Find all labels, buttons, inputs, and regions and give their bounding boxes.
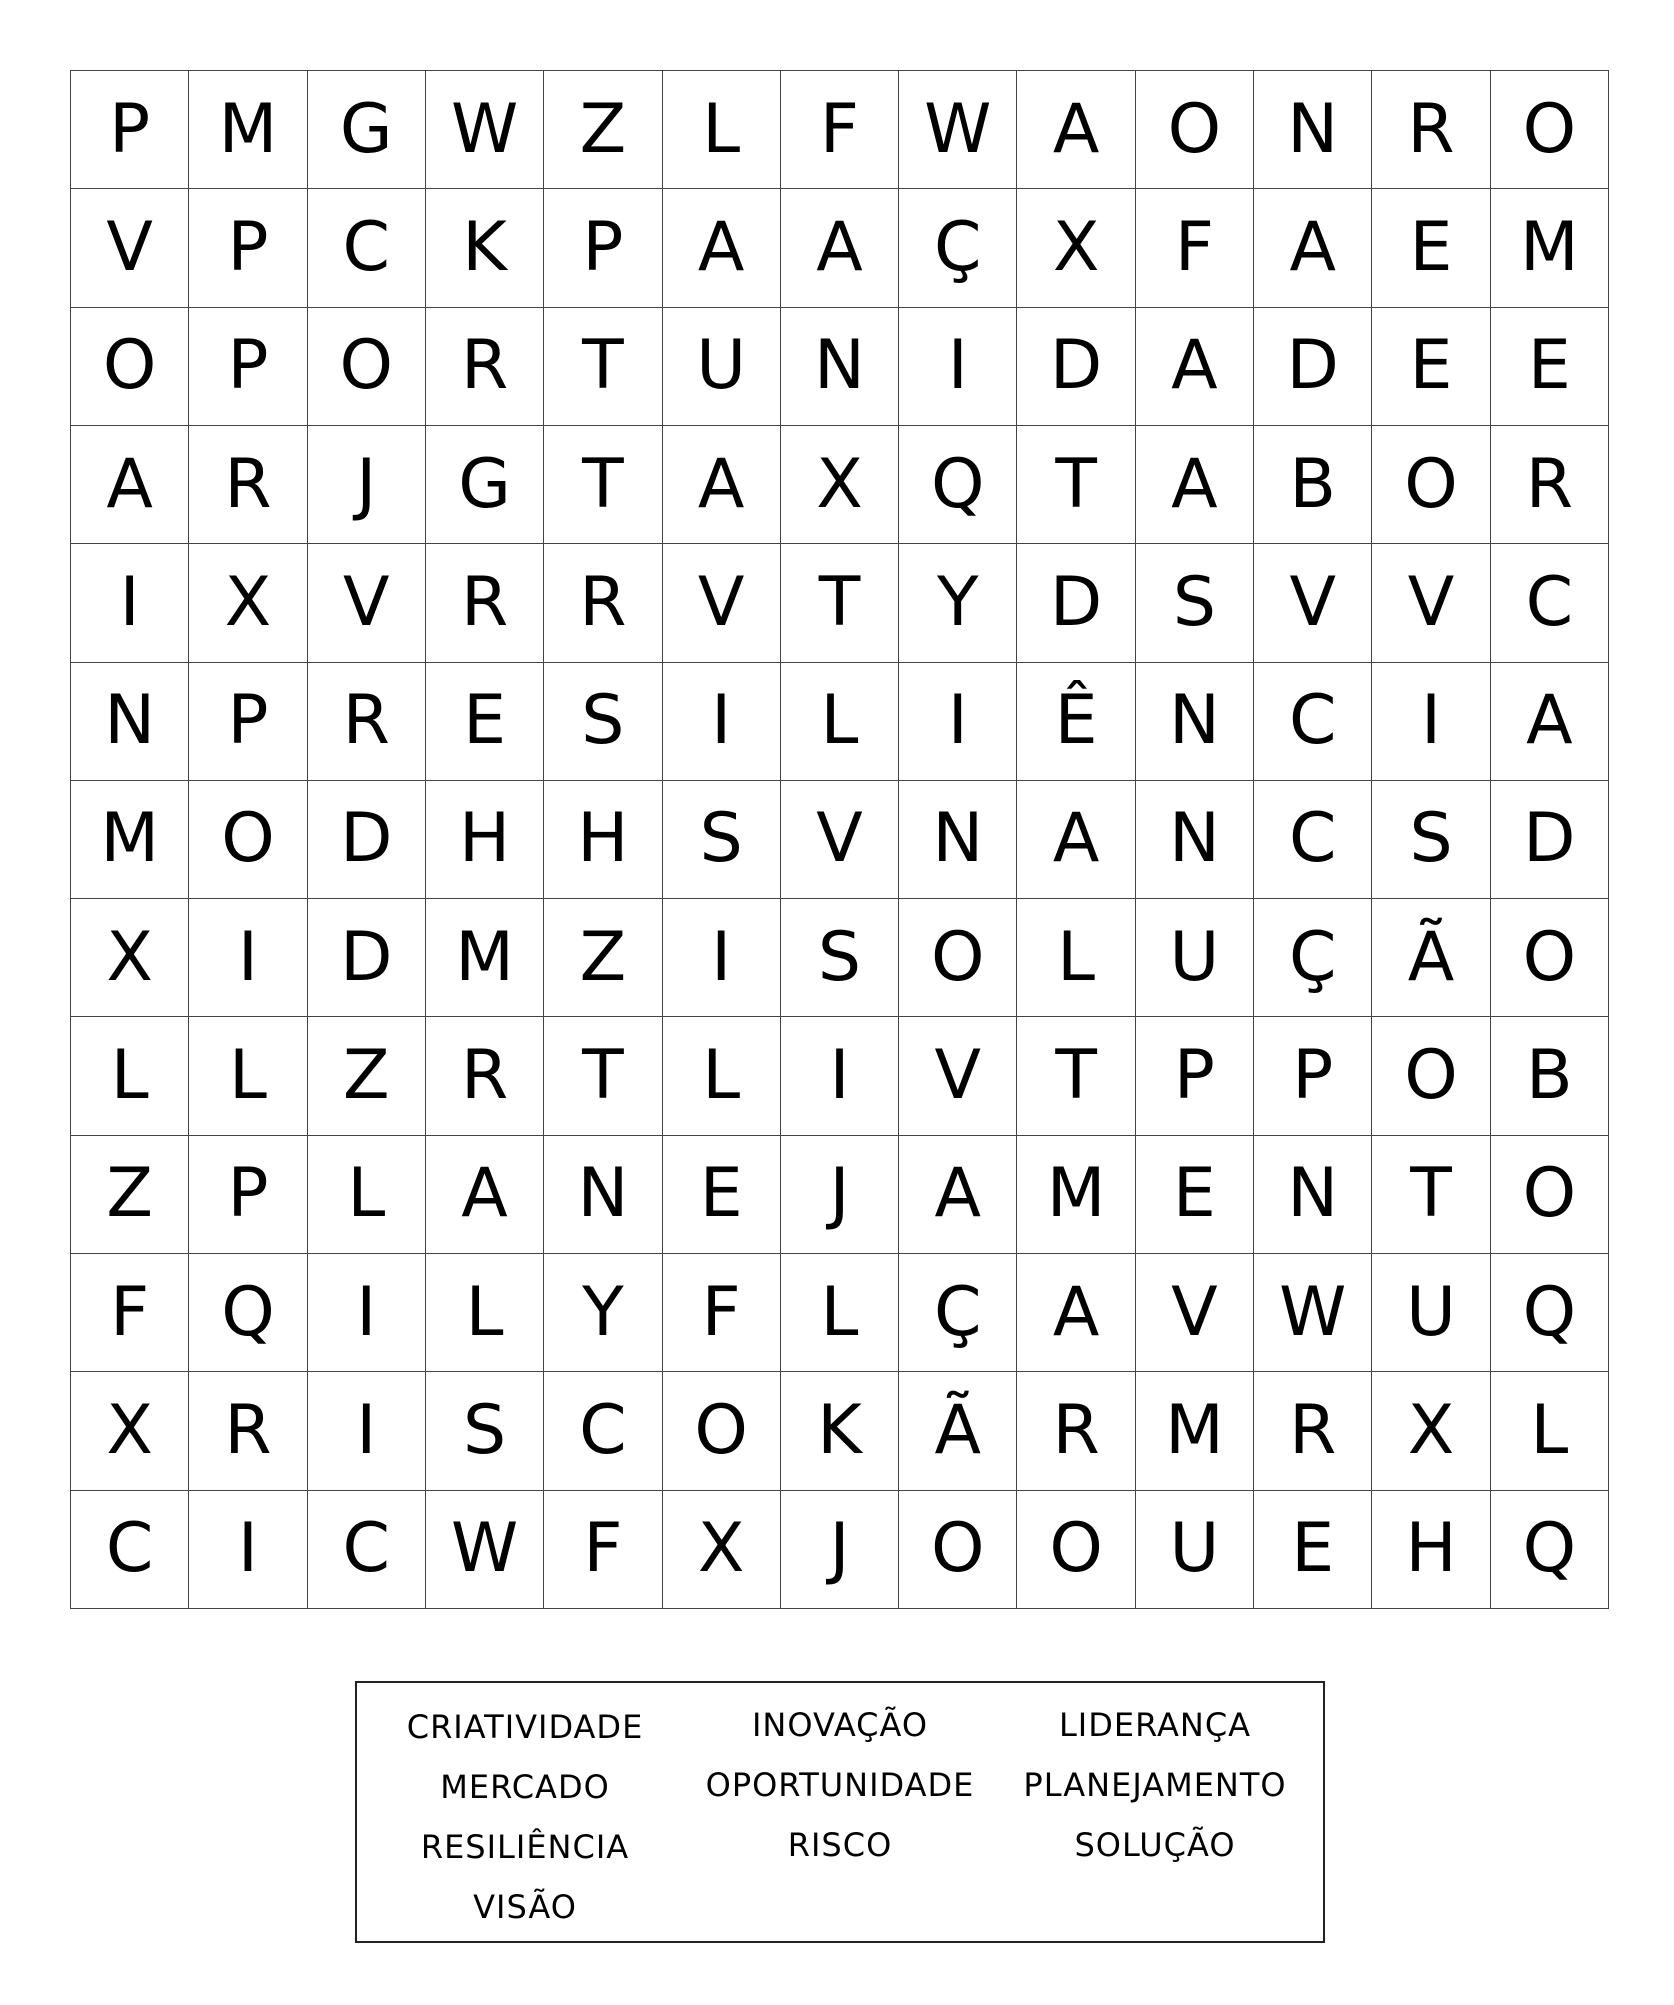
- grid-cell[interactable]: O: [71, 308, 189, 426]
- grid-cell[interactable]: N: [71, 663, 189, 781]
- grid-cell[interactable]: F: [663, 1254, 781, 1372]
- letter-grid: [70, 70, 1609, 1609]
- grid-cell[interactable]: V: [1372, 544, 1490, 662]
- grid-cell[interactable]: T: [1017, 426, 1135, 544]
- grid-cell[interactable]: N: [1136, 781, 1254, 899]
- grid-cell[interactable]: O: [1136, 71, 1254, 189]
- word-item: SOLUÇÃO: [1074, 1826, 1236, 1864]
- grid-cell[interactable]: E: [663, 1136, 781, 1254]
- grid-cell[interactable]: S: [1136, 544, 1254, 662]
- grid-cell[interactable]: S: [663, 781, 781, 899]
- grid-cell[interactable]: F: [544, 1491, 662, 1609]
- grid-cell[interactable]: Q: [1491, 1491, 1609, 1609]
- grid-cell[interactable]: I: [71, 544, 189, 662]
- grid-cell[interactable]: O: [1372, 1017, 1490, 1135]
- grid-cell[interactable]: R: [1372, 71, 1490, 189]
- grid-cell[interactable]: C: [1254, 663, 1372, 781]
- grid-cell[interactable]: R: [426, 544, 544, 662]
- grid-cell[interactable]: L: [1017, 899, 1135, 1017]
- grid-cell[interactable]: Ç: [1254, 899, 1372, 1017]
- grid-cell[interactable]: Ê: [1017, 663, 1135, 781]
- grid-cell[interactable]: H: [1372, 1491, 1490, 1609]
- grid-cell[interactable]: O: [1491, 71, 1609, 189]
- grid-cell[interactable]: L: [71, 1017, 189, 1135]
- grid-cell[interactable]: V: [1136, 1254, 1254, 1372]
- grid-cell[interactable]: W: [426, 71, 544, 189]
- grid-cell[interactable]: U: [663, 308, 781, 426]
- grid-cell[interactable]: F: [1136, 189, 1254, 307]
- grid-cell[interactable]: W: [899, 71, 1017, 189]
- grid-cell[interactable]: A: [1136, 426, 1254, 544]
- grid-cell[interactable]: P: [71, 71, 189, 189]
- grid-cell[interactable]: N: [1254, 71, 1372, 189]
- grid-cell[interactable]: G: [426, 426, 544, 544]
- grid-cell[interactable]: I: [1372, 663, 1490, 781]
- grid-cell[interactable]: S: [426, 1372, 544, 1490]
- grid-cell[interactable]: E: [1372, 308, 1490, 426]
- grid-cell[interactable]: H: [426, 781, 544, 899]
- grid-cell[interactable]: C: [1254, 781, 1372, 899]
- grid-cell[interactable]: E: [1372, 189, 1490, 307]
- grid-cell[interactable]: A: [1491, 663, 1609, 781]
- grid-cell[interactable]: E: [1136, 1136, 1254, 1254]
- grid-cell[interactable]: C: [1491, 544, 1609, 662]
- grid-cell[interactable]: T: [1372, 1136, 1490, 1254]
- grid-cell[interactable]: L: [663, 71, 781, 189]
- grid-cell[interactable]: U: [1372, 1254, 1490, 1372]
- grid-cell[interactable]: M: [426, 899, 544, 1017]
- grid-cell[interactable]: P: [189, 1136, 307, 1254]
- grid-cell[interactable]: L: [663, 1017, 781, 1135]
- grid-cell[interactable]: C: [308, 1491, 426, 1609]
- grid-cell[interactable]: A: [1017, 1254, 1135, 1372]
- grid-cell[interactable]: N: [781, 308, 899, 426]
- grid-cell[interactable]: I: [899, 308, 1017, 426]
- grid-cell[interactable]: L: [781, 663, 899, 781]
- word-item: INOVAÇÃO: [751, 1706, 929, 1744]
- grid-cell[interactable]: W: [1254, 1254, 1372, 1372]
- grid-cell[interactable]: V: [1254, 544, 1372, 662]
- grid-cell[interactable]: E: [1491, 308, 1609, 426]
- grid-cell[interactable]: O: [899, 899, 1017, 1017]
- grid-cell[interactable]: Z: [544, 71, 662, 189]
- grid-cell[interactable]: D: [1254, 308, 1372, 426]
- grid-cell[interactable]: O: [189, 781, 307, 899]
- grid-cell[interactable]: O: [1491, 899, 1609, 1017]
- grid-cell[interactable]: S: [1372, 781, 1490, 899]
- grid-cell[interactable]: J: [781, 1491, 899, 1609]
- grid-cell[interactable]: L: [308, 1136, 426, 1254]
- grid-cell[interactable]: A: [71, 426, 189, 544]
- grid-cell[interactable]: V: [781, 781, 899, 899]
- grid-cell[interactable]: L: [1491, 1372, 1609, 1490]
- grid-cell[interactable]: A: [899, 1136, 1017, 1254]
- grid-cell[interactable]: D: [308, 899, 426, 1017]
- grid-cell[interactable]: B: [1491, 1017, 1609, 1135]
- grid-cell[interactable]: R: [1017, 1372, 1135, 1490]
- grid-cell[interactable]: M: [71, 781, 189, 899]
- grid-cell[interactable]: D: [1491, 781, 1609, 899]
- grid-cell[interactable]: D: [1017, 544, 1135, 662]
- word-list-column-2: [690, 1695, 990, 1875]
- grid-cell[interactable]: M: [1017, 1136, 1135, 1254]
- grid-cell[interactable]: P: [1136, 1017, 1254, 1135]
- grid-cell[interactable]: A: [1254, 189, 1372, 307]
- grid-cell[interactable]: O: [1372, 426, 1490, 544]
- grid-cell[interactable]: I: [189, 1491, 307, 1609]
- grid-cell[interactable]: N: [899, 781, 1017, 899]
- grid-cell[interactable]: V: [663, 544, 781, 662]
- grid-cell[interactable]: L: [189, 1017, 307, 1135]
- grid-cell[interactable]: A: [663, 189, 781, 307]
- grid-cell[interactable]: O: [899, 1491, 1017, 1609]
- grid-cell[interactable]: X: [71, 899, 189, 1017]
- grid-cell[interactable]: X: [1017, 189, 1135, 307]
- word-item: OPORTUNIDADE: [705, 1766, 975, 1804]
- grid-cell[interactable]: X: [1372, 1372, 1490, 1490]
- grid-cell[interactable]: I: [663, 899, 781, 1017]
- grid-cell[interactable]: A: [663, 426, 781, 544]
- grid-cell[interactable]: X: [781, 426, 899, 544]
- grid-cell[interactable]: R: [189, 1372, 307, 1490]
- grid-cell[interactable]: R: [308, 663, 426, 781]
- grid-cell[interactable]: F: [781, 71, 899, 189]
- grid-cell[interactable]: X: [189, 544, 307, 662]
- grid-cell[interactable]: P: [189, 308, 307, 426]
- grid-cell[interactable]: U: [1136, 1491, 1254, 1609]
- grid-cell[interactable]: Z: [544, 899, 662, 1017]
- grid-cell[interactable]: P: [189, 189, 307, 307]
- grid-cell[interactable]: V: [308, 544, 426, 662]
- grid-cell[interactable]: E: [1254, 1491, 1372, 1609]
- grid-cell[interactable]: L: [426, 1254, 544, 1372]
- grid-cell[interactable]: M: [189, 71, 307, 189]
- word-item: RESILIÊNCIA: [420, 1828, 630, 1866]
- grid-cell[interactable]: R: [426, 1017, 544, 1135]
- grid-cell[interactable]: R: [1491, 426, 1609, 544]
- grid-cell[interactable]: K: [781, 1372, 899, 1490]
- grid-cell[interactable]: Ã: [899, 1372, 1017, 1490]
- grid-cell[interactable]: J: [308, 426, 426, 544]
- grid-cell[interactable]: P: [189, 663, 307, 781]
- grid-cell[interactable]: E: [426, 663, 544, 781]
- grid-cell[interactable]: Q: [899, 426, 1017, 544]
- word-item: PLANEJAMENTO: [1023, 1766, 1287, 1804]
- grid-cell[interactable]: I: [899, 663, 1017, 781]
- grid-cell[interactable]: C: [308, 189, 426, 307]
- grid-cell[interactable]: I: [189, 899, 307, 1017]
- grid-cell[interactable]: T: [544, 1017, 662, 1135]
- grid-cell[interactable]: P: [544, 189, 662, 307]
- grid-cell[interactable]: I: [308, 1372, 426, 1490]
- grid-cell[interactable]: R: [1254, 1372, 1372, 1490]
- grid-cell[interactable]: D: [1017, 308, 1135, 426]
- grid-cell[interactable]: A: [1017, 781, 1135, 899]
- word-list-column-1: [375, 1697, 675, 1937]
- grid-cell[interactable]: O: [308, 308, 426, 426]
- grid-cell[interactable]: R: [544, 544, 662, 662]
- grid-cell[interactable]: T: [781, 544, 899, 662]
- grid-cell[interactable]: P: [1254, 1017, 1372, 1135]
- grid-cell[interactable]: S: [544, 663, 662, 781]
- grid-cell[interactable]: R: [189, 426, 307, 544]
- grid-cell[interactable]: I: [781, 1017, 899, 1135]
- grid-cell[interactable]: M: [1491, 189, 1609, 307]
- word-item: VISÃO: [473, 1888, 577, 1926]
- grid-cell[interactable]: T: [1017, 1017, 1135, 1135]
- grid-cell[interactable]: U: [1136, 899, 1254, 1017]
- grid-cell[interactable]: I: [663, 663, 781, 781]
- grid-cell[interactable]: M: [1136, 1372, 1254, 1490]
- grid-cell[interactable]: Y: [899, 544, 1017, 662]
- grid-cell[interactable]: Ç: [899, 189, 1017, 307]
- grid-cell[interactable]: Y: [544, 1254, 662, 1372]
- grid-cell[interactable]: N: [1254, 1136, 1372, 1254]
- grid-cell[interactable]: J: [781, 1136, 899, 1254]
- grid-cell[interactable]: K: [426, 189, 544, 307]
- grid-cell[interactable]: R: [426, 308, 544, 426]
- grid-cell[interactable]: C: [544, 1372, 662, 1490]
- grid-cell[interactable]: N: [544, 1136, 662, 1254]
- grid-cell[interactable]: T: [544, 426, 662, 544]
- grid-cell[interactable]: G: [308, 71, 426, 189]
- grid-cell[interactable]: A: [1017, 71, 1135, 189]
- grid-cell[interactable]: I: [308, 1254, 426, 1372]
- grid-cell[interactable]: T: [544, 308, 662, 426]
- word-list-box: [355, 1681, 1325, 1943]
- grid-cell[interactable]: Ã: [1372, 899, 1490, 1017]
- grid-cell[interactable]: D: [308, 781, 426, 899]
- grid-cell[interactable]: V: [899, 1017, 1017, 1135]
- grid-cell[interactable]: L: [781, 1254, 899, 1372]
- grid-cell[interactable]: W: [426, 1491, 544, 1609]
- grid-cell[interactable]: A: [1136, 308, 1254, 426]
- grid-cell[interactable]: X: [663, 1491, 781, 1609]
- grid-cell[interactable]: O: [1017, 1491, 1135, 1609]
- grid-cell[interactable]: O: [663, 1372, 781, 1490]
- word-item: LIDERANÇA: [1058, 1706, 1252, 1744]
- grid-cell[interactable]: X: [71, 1372, 189, 1490]
- grid-cell[interactable]: O: [1491, 1136, 1609, 1254]
- word-item: RISCO: [787, 1826, 893, 1864]
- grid-cell[interactable]: H: [544, 781, 662, 899]
- grid-cell[interactable]: A: [426, 1136, 544, 1254]
- grid-cell[interactable]: Ç: [899, 1254, 1017, 1372]
- grid-cell[interactable]: Z: [308, 1017, 426, 1135]
- grid-cell[interactable]: V: [71, 189, 189, 307]
- grid-cell[interactable]: Q: [189, 1254, 307, 1372]
- grid-cell[interactable]: S: [781, 899, 899, 1017]
- grid-cell[interactable]: A: [781, 189, 899, 307]
- grid-cell[interactable]: B: [1254, 426, 1372, 544]
- grid-cell[interactable]: F: [71, 1254, 189, 1372]
- word-list-column-3: [1005, 1695, 1305, 1875]
- grid-cell[interactable]: Q: [1491, 1254, 1609, 1372]
- grid-cell[interactable]: Z: [71, 1136, 189, 1254]
- word-item: MERCADO: [440, 1768, 610, 1806]
- grid-cell[interactable]: N: [1136, 663, 1254, 781]
- grid-cell[interactable]: C: [71, 1491, 189, 1609]
- word-item: CRIATIVIDADE: [406, 1708, 644, 1746]
